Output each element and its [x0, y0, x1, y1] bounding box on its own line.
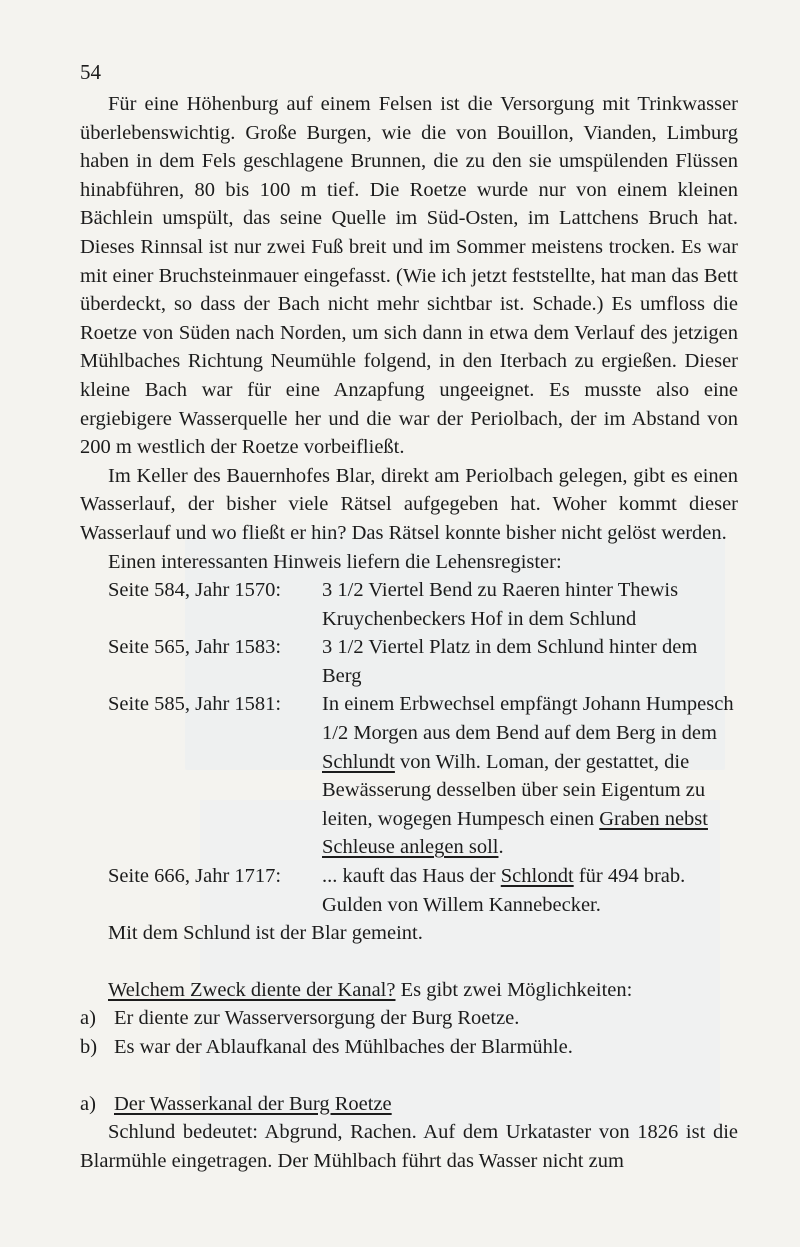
register-text-part: In einem Erbwechsel empfängt Johann Humpesch 1/2 Morgen aus dem Bend auf dem Berg in dem	[322, 693, 734, 745]
register-row	[108, 633, 738, 690]
section-a-heading	[80, 1090, 738, 1119]
list-text: Er diente zur Wasserversorgung der Burg Roetze.	[114, 1007, 520, 1030]
list-text: Es war der Ablaufkanal des Mühlbaches der Blarmühle.	[114, 1036, 573, 1058]
register-row	[108, 862, 738, 919]
page-content	[80, 58, 738, 1175]
register-intro: Einen interessanten Hinweis liefern die Lehensregister:	[108, 550, 562, 573]
underlined-term: Schlundt	[322, 750, 395, 773]
register-key: Seite 666, Jahr 1717:	[108, 865, 282, 888]
register-row	[108, 690, 738, 862]
register-text-part: .	[498, 836, 504, 859]
section-label: a)	[80, 1092, 96, 1115]
list-label: a)	[80, 1007, 96, 1030]
register-text	[322, 862, 738, 919]
register-row	[108, 576, 738, 633]
register-key: Seite 584, Jahr 1570:	[108, 579, 282, 602]
register-text	[322, 690, 738, 862]
page-number: 54	[80, 60, 101, 84]
register-text-part: für 494 brab. Gulden von Willem Kannebecker.	[322, 865, 686, 916]
paragraph-blar-cellar: Im Keller des Bauernhofes Blar, direkt am Periolbach gelegen, gibt es einen Wasserlauf, der bisher viele Rätsel aufgegeben hat. Woher kommt dieser Wasserlauf und wo fließt er hin? Das Rätsel konnte bisher nicht gelöst werden.	[80, 464, 738, 544]
list-label: b)	[80, 1036, 98, 1058]
blar-note: Mit dem Schlund ist der Blar gemeint.	[108, 922, 423, 945]
register-table	[108, 576, 738, 919]
register-text-part: von Wilh. Loman, der gestattet, die Bewässerung desselben über sein Eigentum zu leiten, wogegen Humpesch einen	[322, 750, 706, 830]
underlined-term: Schlondt	[500, 865, 574, 888]
paragraph-water-supply: Für eine Höhenburg auf einem Felsen ist die Versorgung mit Trinkwasser überlebenswichtig. Große Burgen, wie die von Bouillon, Vianden, Limburg haben in dem Fels geschlagene Brunnen, die zu den sie umspülenden Flüssen hinabführen, 80 bis 100 m tief. Die Roetze wurde nur von einem kleinen Bächlein umspült, das seine Quelle im Süd-Osten, im Lattchens Bruch hat. Dieses Rinnsal ist nur zwei Fuß breit und im Sommer meistens trocken. Es war mit einer Bruchsteinmauer eingefasst. (Wie ich jetzt feststellte, hat man das Bett überdeckt, so dass der Bach nicht mehr sichtbar ist. Schade.) Es umfloss die Roetze von Süden nach Norden, um sich dann in etwa dem Verlauf des jetzigen Mühlbaches Richtung Neumühle folgend, in den Iterbach zu ergießen. Dieser kleine Bach war für eine Anzapfung ungeeignet. Es musste also eine ergiebigere Wasserquelle her und die war der Periolbach, der im Abstand von 200 m westlich der Roetze vorbeifließt.	[80, 93, 738, 459]
paragraph-schlund: Schlund bedeutet: Abgrund, Rachen. Auf dem Urkataster von 1826 ist die Blarmühle eingetragen. Der Mühlbach führt das Wasser nicht zum	[80, 1121, 738, 1172]
question-line	[80, 976, 738, 1005]
underlined-term: Graben nebst Schleuse anlegen soll	[322, 807, 708, 859]
section-title: Der Wasserkanal der Burg Roetze	[114, 1092, 392, 1115]
register-text: 3 1/2 Viertel Bend zu Raeren hinter Thewis Kruychenbeckers Hof in dem Schlund	[322, 579, 679, 630]
question-rest: Es gibt zwei Möglichkeiten:	[395, 978, 633, 1001]
register-text-part: ... kauft das Haus der	[322, 865, 501, 888]
question-underlined: Welchem Zweck diente der Kanal?	[108, 978, 396, 1001]
list-item	[80, 1004, 738, 1033]
list-item	[80, 1033, 738, 1062]
register-key: Seite 565, Jahr 1583:	[108, 636, 282, 659]
register-text: 3 1/2 Viertel Platz in dem Schlund hinter dem Berg	[322, 636, 698, 687]
register-key: Seite 585, Jahr 1581:	[108, 693, 282, 716]
